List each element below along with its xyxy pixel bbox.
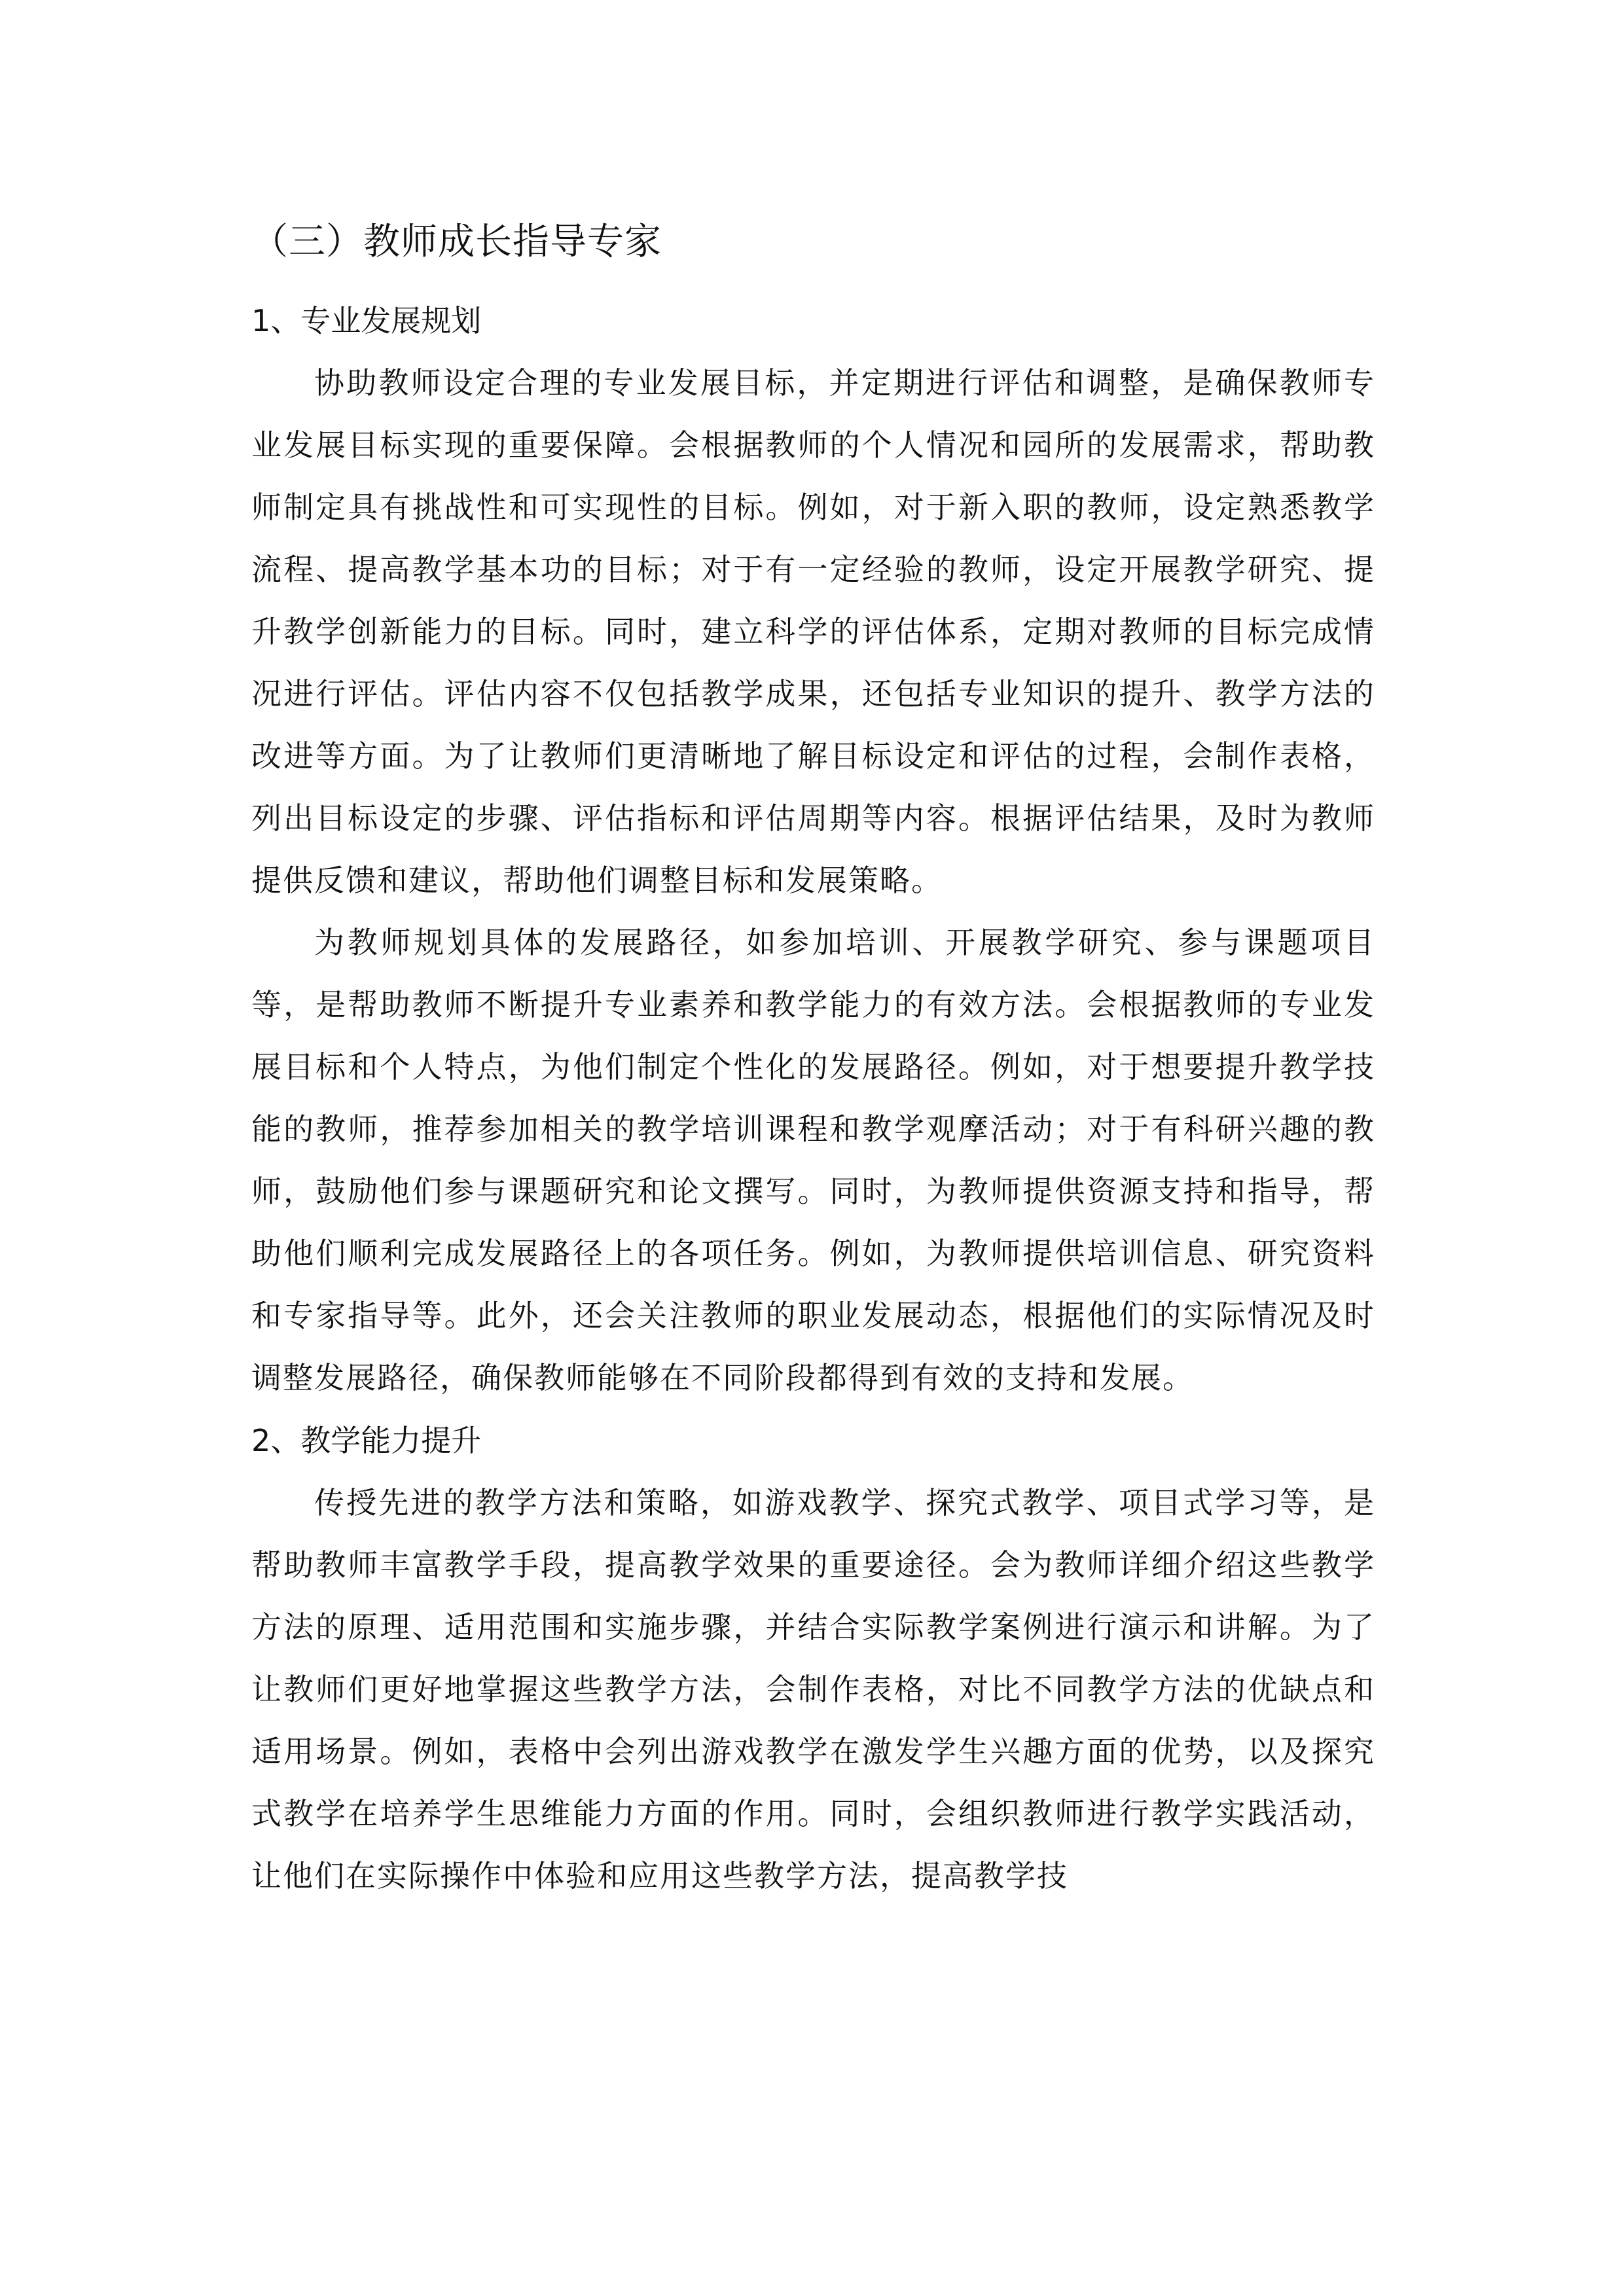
page-content xyxy=(251,211,1375,1907)
paragraph-1-1: 协助教师设定合理的专业发展目标，并定期进行评估和调整，是确保教师专业发展目标实现的重要保障。会根据教师的个人情况和园所的发展需求，帮助教师制定具有挑战性和可实现性的目标。例如，对于新入职的教师，设定熟悉教学流程、提高教学基本功的目标；对于有一定经验的教师，设定开展教学研究、提升教学创新能力的目标。同时，建立科学的评估体系，定期对教师的目标完成情况进行评估。评估内容不仅包括教学成果，还包括专业知识的提升、教学方法的改进等方面。为了让教师们更清晰地了解目标设定和评估的过程，会制作表格，列出目标设定的步骤、评估指标和评估周期等内容。根据评估结果，及时为教师提供反馈和建议，帮助他们调整目标和发展策略。 xyxy=(251,365,1375,898)
paragraph-2-1: 传授先进的教学方法和策略，如游戏教学、探究式教学、项目式学习等，是帮助教师丰富教学手段，提高教学效果的重要途径。会为教师详细介绍这些教学方法的原理、适用范围和实施步骤，并结合实际教学案例进行演示和讲解。为了让教师们更好地掌握这些教学方法，会制作表格，对比不同教学方法的优缺点和适用场景。例如，表格中会列出游戏教学在激发学生兴趣方面的优势，以及探究式教学在培养学生思维能力方面的作用。同时，会组织教师进行教学实践活动，让他们在实际操作中体验和应用这些教学方法，提高教学技 xyxy=(251,1485,1375,1893)
section-title: （三）教师成长指导专家 xyxy=(251,221,662,263)
subsection-heading-1: 1、专业发展规划 xyxy=(251,303,482,338)
subsection-heading-2: 2、教学能力提升 xyxy=(251,1423,482,1458)
paragraph-1-2: 为教师规划具体的发展路径，如参加培训、开展教学研究、参与课题项目等，是帮助教师不断提升专业素养和教学能力的有效方法。会根据教师的专业发展目标和个人特点，为他们制定个性化的发展路径。例如，对于想要提升教学技能的教师，推荐参加相关的教学培训课程和教学观摩活动；对于有科研兴趣的教师，鼓励他们参与课题研究和论文撰写。同时，为教师提供资源支持和指导，帮助他们顺利完成发展路径上的各项任务。例如，为教师提供培训信息、研究资料和专家指导等。此外，还会关注教师的职业发展动态，根据他们的实际情况及时调整发展路径，确保教师能够在不同阶段都得到有效的支持和发展。 xyxy=(251,925,1375,1395)
